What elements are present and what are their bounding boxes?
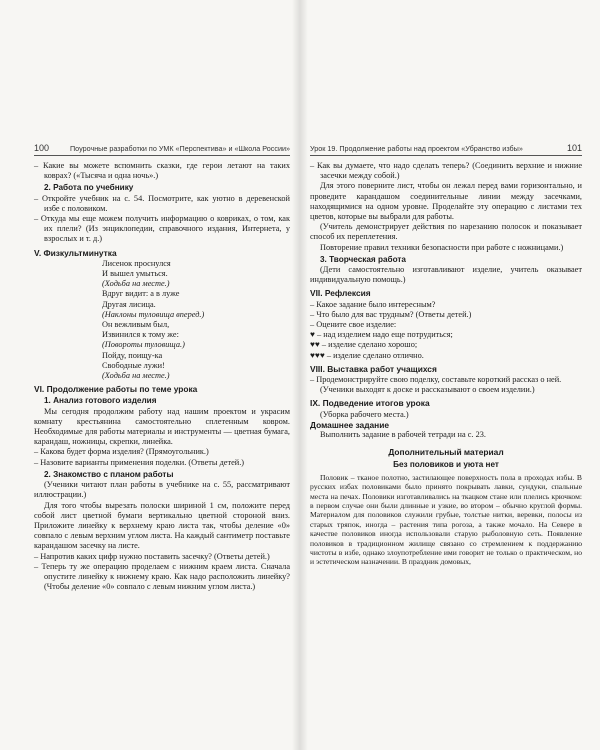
poem-line: Свободные лужи!	[102, 360, 165, 370]
paragraph: Мы сегодня продолжим работу над нашим проектом и украсим комнату крестьянина самостоятельно сплетенным ковром. Необходимые для работы материалы и инструменты — цветная бумага, карандаш, ножницы, скрепки, линейка.	[34, 406, 290, 447]
paragraph: Для того чтобы вырезать полоски шириной 1 см, положите перед собой лист цветной бумаги вертикально цветной стороной вниз. Приложите линейку к верхнему краю листа так, чтобы деление «0» совпало с левым верхним углом листа. На каждый сантиметр поставьте карандашом засечку на листе.	[34, 500, 290, 551]
poem-line: Извинился к тому же:	[102, 330, 179, 340]
rating-line: ♥♥ – изделие сделано хорошо;	[310, 340, 418, 350]
rating-line: ♥ – над изделием надо еще потрудиться;	[310, 330, 453, 340]
paragraph: – Какое задание было интересным?	[310, 299, 436, 309]
right-page-number: 101	[566, 143, 582, 153]
left-body	[34, 161, 290, 592]
section-heading: V. Физкультминутка	[34, 247, 117, 258]
rating-line: ♥♥♥ – изделие сделано отлично.	[310, 350, 424, 360]
paragraph: Выполнить задание в рабочей тетради на с. 23.	[320, 430, 486, 440]
section-heading: VI. Продолжение работы по теме урока	[34, 384, 198, 395]
paragraph: Повторение правил техники безопасности при работе с ножницами.)	[320, 242, 564, 252]
paragraph: – Назовите варианты применения поделки. (Ответы детей.)	[34, 457, 245, 467]
homework-heading: Домашнее задание	[310, 419, 390, 430]
article-paragraph: Половик – тканое полотно, застилающее поверхность пола в проходах избы. В русских избах половиками было принято покрывать лавки, сундуки, спальные места на печах. Половики изготавливались на ткацком стане или плелись крючком: в первом случае они были длинные и узкие, во втором – обычно круглой формы. Материалом для половиков служили грубые, толстые нитки, веревки, полосы из старых тряпок, иногда – растения типа рогоза, а также мочало. На Севере в качестве половиков иногда использовали старую рыболовную сеть. Появление половиков в традиционном жилище связано со стремлением к поддержанию чистоты в избе, однако злоупотребление ими говорит не только о практическом, но и эстетическом назначении. В праздник домовых,	[310, 472, 582, 567]
poem-line: И вышел умыться.	[102, 269, 168, 279]
subheading: 2. Знакомство с планом работы	[44, 469, 174, 479]
section-heading: VII. Рефлексия	[310, 288, 371, 299]
paragraph: – Какова будет форма изделия? (Прямоугольник.)	[34, 447, 209, 457]
poem-line: Он вежливым был,	[102, 320, 170, 330]
additional-material-heading: Дополнительный материал	[388, 447, 504, 458]
left-page-number: 100	[34, 143, 50, 153]
left-running-head	[34, 143, 290, 156]
section-heading: VIII. Выставка работ учащихся	[310, 363, 437, 374]
section-heading: IX. Подведение итогов урока	[310, 398, 430, 409]
paragraph: Для этого поверните лист, чтобы он лежал перед вами горизонтально, и проведите карандашом соединительные линии между засечками, находящимися на одном уровне. Проделайте эту операцию с листами тех цветов, которые вы выбрали для работы.	[310, 181, 582, 222]
poem-line: Вдруг видит: а в луже	[102, 289, 180, 299]
poem-line: Другая лисица.	[102, 299, 156, 309]
subheading: 1. Анализ готового изделия	[44, 396, 157, 406]
right-page	[300, 0, 600, 750]
paragraph: – Как вы думаете, что надо сделать теперь? (Соединить верхние и нижние засечки между собой.)	[310, 161, 582, 181]
poem	[34, 259, 290, 381]
poem-line: Пойду, поищу-ка	[102, 350, 163, 360]
paragraph: – Напротив каких цифр нужно поставить засечку? (Ответы детей.)	[34, 551, 270, 561]
paragraph: (Дети самостоятельно изготавливают изделие, учитель оказывает индивидуальную помощь.)	[310, 265, 582, 285]
poem-direction: (Наклоны туловища вперед.)	[102, 309, 205, 319]
right-running-title: Урок 19. Продолжение работы над проектом «Убранство избы»	[310, 144, 523, 153]
subheading: 3. Творческая работа	[320, 254, 406, 264]
right-body	[310, 161, 582, 567]
poem-line: Лисенок проснулся	[102, 258, 171, 268]
paragraph: – Теперь ту же операцию проделаем с нижним краем листа. Сначала опустите линейку к нижнему краю. Как надо расположить линейку? (Чтобы деление «0» совпало с левым нижним углом листа.)	[34, 561, 290, 592]
paragraph: – Продемонстрируйте свою поделку, составьте короткий рассказ о ней.	[310, 375, 562, 385]
right-running-head	[310, 143, 582, 156]
paragraph: – Оцените свое изделие:	[310, 320, 397, 330]
poem-direction: (Повороты туловища.)	[102, 340, 185, 350]
subheading: 2. Работа по учебнику	[44, 183, 134, 193]
article-title: Без половиков и уюта нет	[393, 460, 499, 470]
poem-direction: (Ходьба на месте.)	[102, 279, 170, 289]
paragraph: – Откройте учебник на с. 54. Посмотрите, как уютно в деревенской избе с половиком.	[34, 193, 290, 213]
left-running-title: Поурочные разработки по УМК «Перспектива» и «Школа России»	[70, 144, 290, 153]
paragraph: (Учитель демонстрирует действия по нарезанию полосок и показывает способ их переплетения.	[310, 222, 582, 242]
poem-direction: (Ходьба на месте.)	[102, 371, 170, 381]
paragraph: – Что было для вас трудным? (Ответы детей.)	[310, 309, 472, 319]
paragraph: (Уборка рабочего места.)	[320, 409, 409, 419]
paragraph: (Ученики выходят к доске и рассказывают о своем изделии.)	[320, 385, 535, 395]
paragraph: – Какие вы можете вспомнить сказки, где герои летают на таких коврах? («Тысяча и одна ночь».)	[34, 161, 290, 181]
paragraph: – Откуда мы еще можем получить информацию о ковриках, о том, как их плели? (Из энциклопедии, справочного издания, Интернета, у взрослых и т. д.)	[34, 214, 290, 244]
paragraph: (Ученики читают план работы в учебнике на с. 55, рассматривают иллюстрации.)	[34, 480, 290, 500]
